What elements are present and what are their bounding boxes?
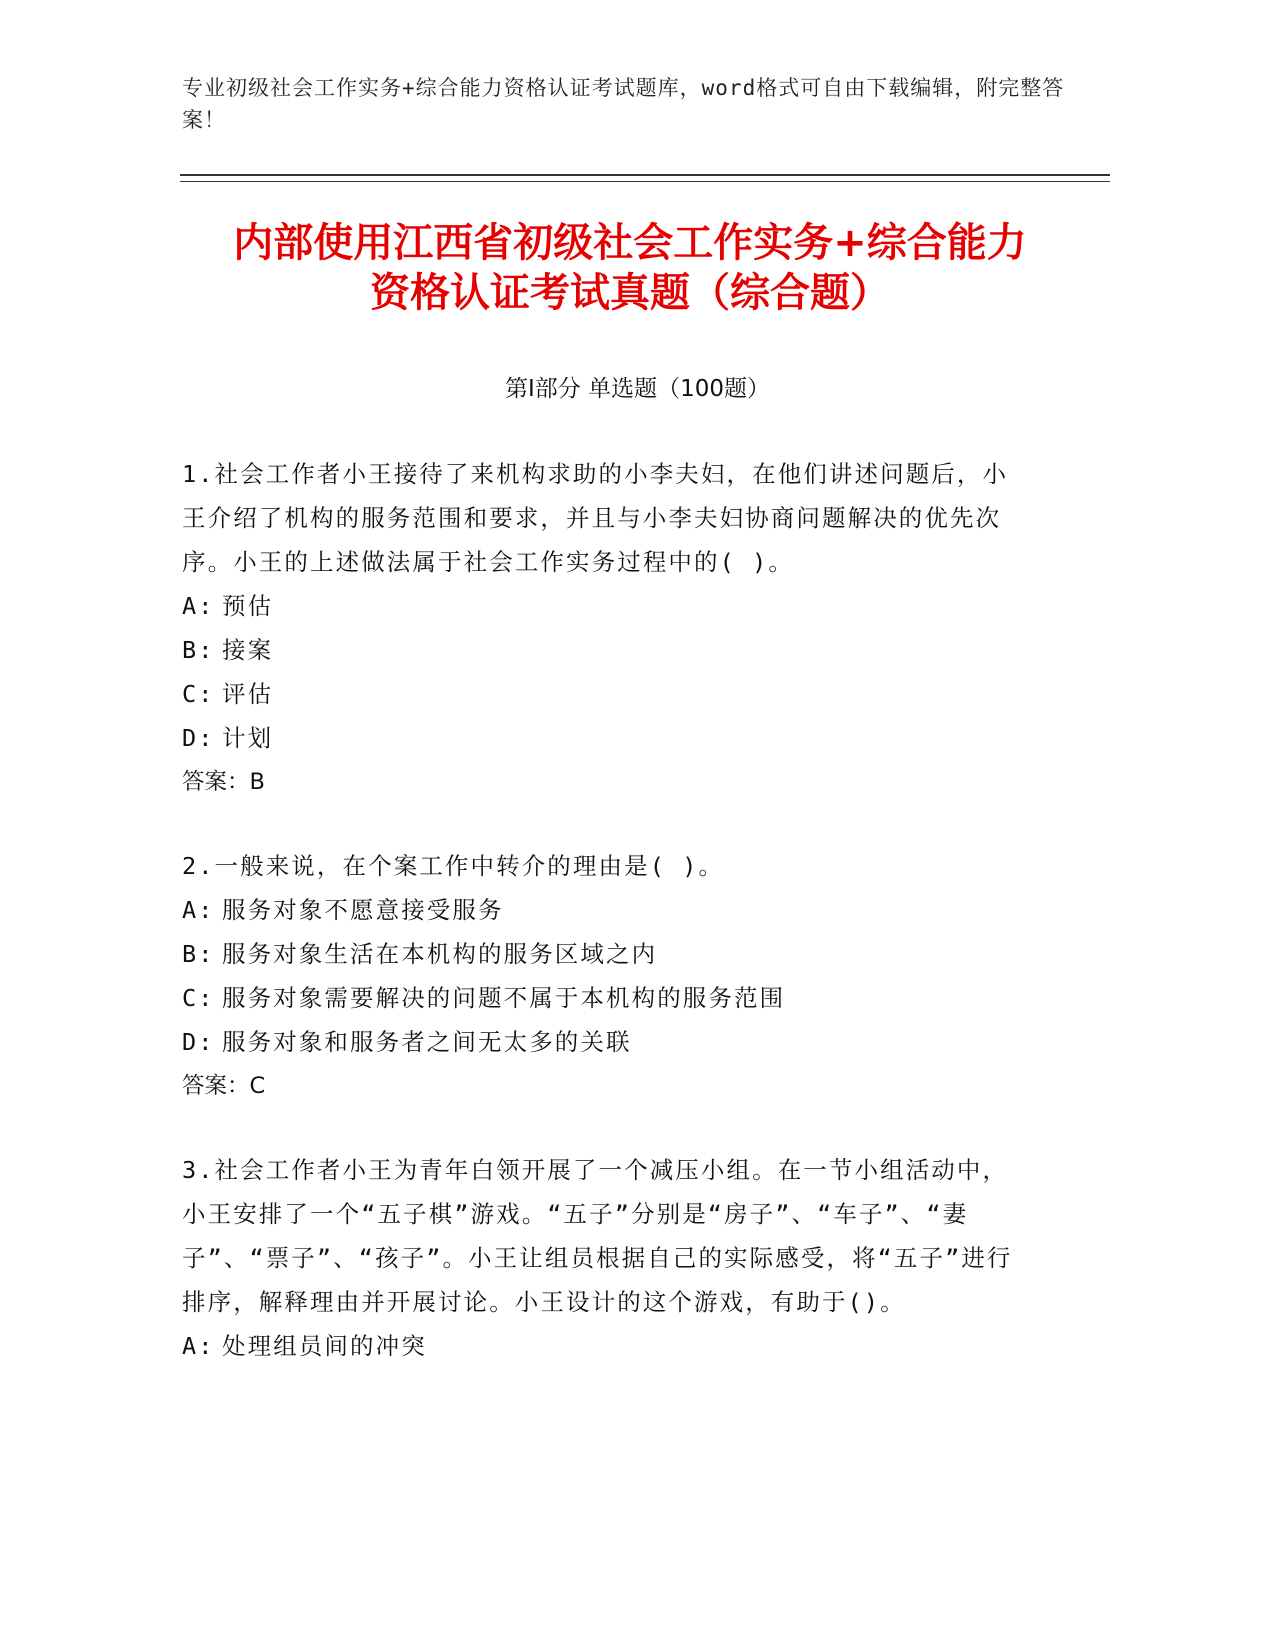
option-b: B: 服务对象生活在本机构的服务区域之内 xyxy=(182,940,658,968)
option-d: D: 服务对象和服务者之间无太多的关联 xyxy=(182,1028,632,1056)
question-2 xyxy=(182,844,1022,1108)
document-title xyxy=(180,218,1080,318)
option-b: B: 接案 xyxy=(182,636,274,664)
header-rule-thin xyxy=(180,181,1110,182)
header-rule-thick xyxy=(180,174,1110,176)
option-a: A: 服务对象不愿意接受服务 xyxy=(182,896,504,924)
option-c: C: 服务对象需要解决的问题不属于本机构的服务范围 xyxy=(182,984,786,1012)
question-stem: 3.社会工作者小王为青年白领开展了一个减压小组。在一节小组活动中，小王安排了一个“五子棋”游戏。“五子”分别是“房子”、“车子”、“妻子”、“票子”、“孩子”。小王让组员根据自己的实际感受，将“五子”进行排序，解释理由并开展讨论。小王设计的这个游戏，有助于()。 xyxy=(182,1156,1013,1316)
option-d: D: 计划 xyxy=(182,724,274,752)
title-line-1: 内部使用江西省初级社会工作实务+综合能力 xyxy=(233,220,1027,266)
section-title: 第Ⅰ部分 单选题（100题） xyxy=(505,376,770,402)
answer: 答案：B xyxy=(182,769,265,795)
header-note: 专业初级社会工作实务+综合能力资格认证考试题库，word格式可自由下载编辑，附完整答案！ xyxy=(182,76,1065,132)
option-c: C: 评估 xyxy=(182,680,274,708)
answer: 答案：C xyxy=(182,1073,266,1099)
option-a: A: 预估 xyxy=(182,592,274,620)
title-line-2: 资格认证考试真题（综合题） xyxy=(370,270,890,316)
question-stem: 1.社会工作者小王接待了来机构求助的小李夫妇，在他们讲述问题后，小王介绍了机构的服务范围和要求，并且与小李夫妇协商问题解决的优先次序。小王的上述做法属于社会工作实务过程中的( )。 xyxy=(182,460,1009,576)
question-stem: 2.一般来说，在个案工作中转介的理由是( )。 xyxy=(182,852,725,880)
option-a: A: 处理组员间的冲突 xyxy=(182,1332,427,1360)
question-3 xyxy=(182,1148,1022,1368)
question-1 xyxy=(182,452,1022,804)
